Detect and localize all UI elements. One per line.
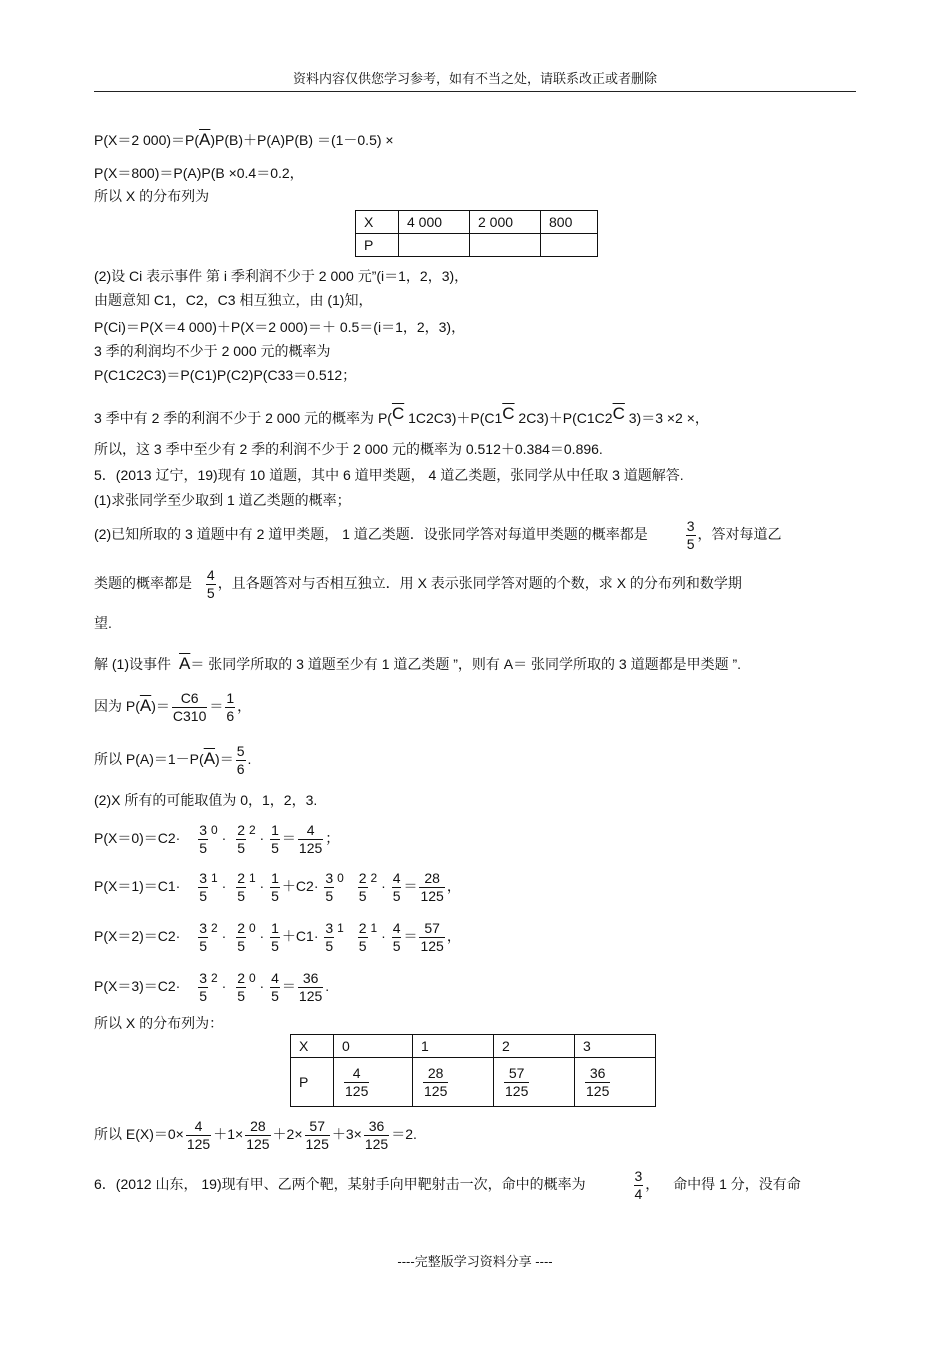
fraction-5-6 bbox=[236, 743, 246, 778]
text: ， bbox=[237, 698, 252, 715]
den: 5 bbox=[325, 888, 334, 904]
text: 2C3)＋P(C1C2 bbox=[514, 410, 613, 426]
den: 6 bbox=[226, 708, 235, 724]
table1-header-2000: 2 000 bbox=[470, 211, 541, 234]
den: 5 bbox=[199, 888, 208, 904]
num: 2 bbox=[237, 870, 245, 886]
frac bbox=[324, 870, 334, 905]
den: 5 bbox=[686, 536, 695, 552]
table1-header-800: 800 bbox=[541, 211, 598, 234]
frac bbox=[344, 1065, 369, 1100]
line-p-c1c2c3: P(C1C2C3)＝P(C1)P(C2)P(C33＝0.512； bbox=[94, 367, 357, 383]
num: 1 bbox=[271, 822, 279, 838]
problem-5-part2-cont bbox=[94, 567, 742, 602]
num: 2 bbox=[237, 920, 245, 936]
num: 57 bbox=[419, 920, 444, 938]
frac bbox=[270, 822, 280, 857]
table1-cell bbox=[399, 234, 470, 257]
num: 36 bbox=[364, 1118, 389, 1136]
frac bbox=[270, 870, 280, 905]
den: 5 bbox=[392, 938, 401, 954]
fraction-3-5 bbox=[686, 518, 696, 553]
den: 5 bbox=[271, 938, 279, 954]
text: ＋C2· bbox=[281, 878, 319, 895]
exponent: 1 bbox=[248, 871, 256, 886]
frac bbox=[392, 870, 402, 905]
frac bbox=[392, 920, 402, 955]
text: . bbox=[325, 978, 330, 995]
num: 4 bbox=[206, 567, 215, 583]
table2-header-x: X bbox=[291, 1035, 334, 1058]
line-p-x-0: P(X＝0)＝C2· $\frac{3}{5}$ 0 · $\frac{2}{5}$ 2 · $\frac{1}{5}$ ＝ $\frac{4}{125}$ ； bbox=[94, 822, 340, 856]
num: 3 bbox=[325, 870, 334, 886]
text: 类题的概率都是 bbox=[94, 575, 192, 592]
table1-cell bbox=[470, 234, 541, 257]
table2-p-label: P bbox=[291, 1058, 334, 1107]
frac bbox=[198, 822, 208, 857]
frac bbox=[186, 1118, 211, 1153]
num: 3 bbox=[199, 920, 208, 936]
c-bar: $\overline{C}$ bbox=[612, 404, 625, 423]
num: 2 bbox=[237, 822, 245, 838]
den: 5 bbox=[325, 938, 334, 954]
num: 3 bbox=[199, 970, 208, 986]
problem-6 bbox=[94, 1168, 801, 1203]
table2-cell bbox=[575, 1058, 656, 1107]
frac bbox=[236, 870, 246, 905]
text: P(X＝1)＝C1· bbox=[94, 878, 181, 895]
text: ， bbox=[446, 928, 461, 945]
text: 解 (1)设事件 bbox=[94, 656, 171, 672]
a-bar: $\overline{A}$ bbox=[203, 749, 216, 769]
line-p-abar bbox=[94, 690, 251, 725]
den: 5 bbox=[199, 938, 208, 954]
page-footer: ----完整版学习资料分享 ---- bbox=[397, 1254, 553, 1269]
fraction-4-5 bbox=[206, 567, 216, 602]
table2-header-2: 2 bbox=[494, 1035, 575, 1058]
num: 3 bbox=[634, 1168, 643, 1184]
text: )＝ bbox=[215, 751, 234, 768]
line-p-x-3: P(X＝3)＝C2· $\frac{3}{5}$ 2 · $\frac{2}{5}$ 0 · $\frac{4}{5}$ ＝ $\frac{36}{125}$ . bbox=[94, 970, 330, 1004]
den: C310 bbox=[172, 708, 207, 724]
frac bbox=[364, 1118, 389, 1153]
distribution-table-2 bbox=[290, 1034, 656, 1107]
den: 125 bbox=[298, 840, 323, 856]
num: 1 bbox=[271, 870, 279, 886]
table1-p-label: P bbox=[356, 234, 399, 257]
text: )＝ bbox=[151, 698, 170, 715]
table2-cell bbox=[334, 1058, 413, 1107]
frac bbox=[504, 1065, 529, 1100]
line-two-seasons bbox=[94, 404, 709, 428]
problem-5-part2-end: 望. bbox=[94, 615, 112, 631]
table2-cell bbox=[494, 1058, 575, 1107]
den: 5 bbox=[358, 938, 367, 954]
table2-header-0: 0 bbox=[334, 1035, 413, 1058]
den: 4 bbox=[634, 1186, 643, 1202]
line-p-x-800: P(X＝800)＝P(A)P(B ×0.4＝0.2， bbox=[94, 165, 304, 181]
text: ＝2. bbox=[391, 1126, 417, 1143]
fraction-1-6 bbox=[225, 690, 235, 725]
text: 3 季中有 2 季的利润不少于 2 000 元的概率为 P( bbox=[94, 410, 392, 426]
solution-part1 bbox=[94, 654, 741, 674]
text: 3)＝3 ×2 ×， bbox=[624, 410, 709, 426]
text: 1C2C3)＋P(C1 bbox=[404, 410, 503, 426]
text: 因为 P( bbox=[94, 698, 140, 715]
num: 1 bbox=[271, 920, 279, 936]
num: 1 bbox=[226, 690, 235, 706]
text: ＋C1· bbox=[281, 928, 319, 945]
num: 4 bbox=[298, 822, 323, 840]
den: 5 bbox=[271, 988, 279, 1004]
exponent: 1 bbox=[337, 921, 344, 936]
num: 4 bbox=[186, 1118, 211, 1136]
num: 4 bbox=[271, 970, 279, 986]
table1-header-x: X bbox=[356, 211, 399, 234]
line-independent: 由题意知 C1，C2，C3 相互独立，由 (1)知， bbox=[94, 292, 373, 308]
frac bbox=[270, 920, 280, 955]
den: 125 bbox=[364, 1136, 389, 1152]
den: 125 bbox=[298, 988, 323, 1004]
frac bbox=[358, 920, 368, 955]
exponent: 2 bbox=[211, 921, 218, 936]
text: ，答对每道乙 bbox=[697, 526, 782, 543]
num: 57 bbox=[305, 1118, 330, 1136]
den: 125 bbox=[305, 1136, 329, 1152]
table1-header-4000: 4 000 bbox=[399, 211, 470, 234]
den: 5 bbox=[206, 585, 215, 601]
page-header: 资料内容仅供您学习参考，如有不当之处，请联系改正或者删除 bbox=[292, 71, 657, 86]
text: ＋3× bbox=[331, 1126, 362, 1143]
num: 28 bbox=[419, 870, 444, 888]
num: 5 bbox=[236, 743, 245, 759]
text: ＝ bbox=[209, 698, 224, 715]
line-expectation bbox=[94, 1118, 417, 1153]
frac bbox=[298, 970, 323, 1005]
num: 3 bbox=[199, 870, 208, 886]
den: 5 bbox=[237, 988, 245, 1004]
exponent: 2 bbox=[211, 971, 218, 986]
frac bbox=[245, 1118, 270, 1153]
den: 125 bbox=[420, 938, 444, 954]
num: 3 bbox=[199, 822, 208, 838]
num: 2 bbox=[237, 970, 245, 986]
table2-cell bbox=[413, 1058, 494, 1107]
frac bbox=[419, 920, 444, 955]
num: 2 bbox=[358, 870, 367, 886]
text: ； bbox=[325, 830, 340, 847]
text: ＋1× bbox=[213, 1126, 244, 1143]
den: 5 bbox=[358, 888, 367, 904]
num: 57 bbox=[504, 1065, 529, 1083]
frac bbox=[270, 970, 280, 1005]
num: 3 bbox=[686, 518, 695, 534]
text: 6．(2012 山东， 19)现有甲、乙两个靶，某射手向甲靶射击一次，命中的概率为 bbox=[94, 1176, 586, 1193]
text: )P(B)＋P(A)P(B) ＝(1－0.5) × bbox=[210, 132, 394, 148]
table2-header-3: 3 bbox=[575, 1035, 656, 1058]
line-three-seasons: 3 季的利润均不少于 2 000 元的概率为 bbox=[94, 343, 331, 359]
den: 5 bbox=[392, 888, 401, 904]
frac bbox=[198, 920, 208, 955]
den: 6 bbox=[236, 761, 245, 777]
fraction-c6-c310 bbox=[172, 690, 207, 725]
exponent: 0 bbox=[248, 971, 256, 986]
frac bbox=[358, 870, 368, 905]
line-p-x-2000 bbox=[94, 130, 394, 150]
frac bbox=[198, 870, 208, 905]
frac bbox=[236, 822, 246, 857]
table1-cell bbox=[541, 234, 598, 257]
num: 36 bbox=[298, 970, 323, 988]
num: 2 bbox=[358, 920, 367, 936]
line-p-a bbox=[94, 743, 251, 778]
frac bbox=[324, 920, 334, 955]
line-conclusion: 所以，这 3 季中至少有 2 季的利润不少于 2 000 元的概率为 0.512＋0.384＝0.896. bbox=[94, 441, 603, 457]
exponent: 2 bbox=[248, 823, 256, 838]
den: 125 bbox=[186, 1136, 211, 1152]
text: ＝ 张同学所取的 3 道题至少有 1 道乙类题 ”，则有 A＝ 张同学所取的 3 道题都是甲类题 ”. bbox=[190, 656, 742, 672]
den: 5 bbox=[271, 840, 279, 856]
text: 所以 E(X)＝0× bbox=[94, 1126, 184, 1143]
num: 3 bbox=[325, 920, 334, 936]
text: (2)已知所取的 3 道题中有 2 道甲类题， 1 道乙类题．设张同学答对每道甲类题的概率都是 bbox=[94, 526, 648, 543]
problem-5-part2 bbox=[94, 518, 782, 553]
text: 命中得 1 分，没有命 bbox=[673, 1176, 801, 1193]
den: 125 bbox=[424, 1082, 448, 1099]
num: 4 bbox=[392, 920, 401, 936]
den: 125 bbox=[420, 888, 444, 904]
frac bbox=[419, 870, 444, 905]
den: 125 bbox=[586, 1082, 610, 1099]
exponent: 1 bbox=[370, 921, 378, 936]
text: P(X＝3)＝C2· bbox=[94, 978, 181, 995]
exponent: 0 bbox=[337, 871, 344, 886]
a-bar: $\overline{A}$ bbox=[139, 696, 152, 716]
frac bbox=[305, 1118, 330, 1153]
c-bar: $\overline{C}$ bbox=[391, 404, 405, 423]
den: 125 bbox=[345, 1082, 369, 1099]
line-x-values: (2)X 所有的可能取值为 0，1，2，3. bbox=[94, 792, 318, 808]
frac bbox=[236, 920, 246, 955]
frac bbox=[198, 970, 208, 1005]
text: ， bbox=[446, 878, 461, 895]
frac bbox=[585, 1065, 610, 1100]
text: . bbox=[247, 751, 252, 768]
distribution-table-1 bbox=[355, 210, 598, 257]
fraction-3-4 bbox=[634, 1168, 644, 1203]
line-p-x-1: P(X＝1)＝C1· $\frac{3}{5}$ 1 · $\frac{2}{5}$ 1 · $\frac{1}{5}$ ＋C2· $\frac{3}{5}$ 0 $\frac{2}{5}$ 2 · $\frac{4}{5}$ ＝ $\frac{28}{125}$ ， bbox=[94, 870, 461, 904]
text: ，且各题答对与否相互独立．用 X 表示张同学答对题的个数，求 X 的分布列和数学期 bbox=[217, 575, 742, 592]
problem-5-part1: (1)求张同学至少取到 1 道乙类题的概率； bbox=[94, 492, 351, 508]
frac bbox=[298, 822, 323, 857]
den: 125 bbox=[246, 1136, 270, 1152]
num: 28 bbox=[423, 1065, 448, 1083]
den: 5 bbox=[271, 888, 279, 904]
line-dist-intro-2: 所以 X 的分布列为： bbox=[94, 1015, 224, 1031]
line-p-ci: P(Ci)＝P(X＝4 000)＋P(X＝2 000)＝＋ 0.5＝(i＝1，2，3)， bbox=[94, 319, 466, 335]
frac bbox=[423, 1065, 448, 1100]
text: P(X＝0)＝C2· bbox=[94, 830, 181, 847]
c-bar: $\overline{C}$ bbox=[502, 404, 515, 423]
line-p-x-2: P(X＝2)＝C2· $\frac{3}{5}$ 2 · $\frac{2}{5}$ 0 · $\frac{1}{5}$ ＋C1· $\frac{3}{5}$ 1 $\frac{2}{5}$ 1 · $\frac{4}{5}$ ＝ $\frac{57}{125}$ ， bbox=[94, 920, 461, 954]
num: 4 bbox=[344, 1065, 369, 1083]
table2-header-1: 1 bbox=[413, 1035, 494, 1058]
den: 5 bbox=[199, 840, 208, 856]
header-rule bbox=[94, 91, 856, 92]
den: 5 bbox=[237, 888, 245, 904]
num: 4 bbox=[392, 870, 401, 886]
text: ＋2× bbox=[272, 1126, 303, 1143]
exponent: 0 bbox=[211, 823, 218, 838]
den: 125 bbox=[505, 1082, 529, 1099]
den: 5 bbox=[237, 938, 245, 954]
exponent: 1 bbox=[211, 871, 218, 886]
text: ， bbox=[645, 1176, 660, 1193]
line-part2: (2)设 Ci 表示事件 第 i 季利润不少于 2 000 元”(i＝1，2，3)， bbox=[94, 268, 469, 284]
a-bar: $\overline{A}$ bbox=[179, 654, 191, 673]
a-bar: $\overline{A}$ bbox=[199, 130, 211, 149]
frac bbox=[236, 970, 246, 1005]
num: C6 bbox=[172, 690, 207, 708]
den: 5 bbox=[237, 840, 245, 856]
problem-5: 5．(2013 辽宁，19)现有 10 道题，其中 6 道甲类题， 4 道乙类题，张同学从中任取 3 道题解答. bbox=[94, 467, 684, 483]
line-dist-intro: 所以 X 的分布列为 bbox=[94, 188, 210, 204]
den: 5 bbox=[199, 988, 208, 1004]
num: 36 bbox=[585, 1065, 610, 1083]
text: P(X＝2 000)＝P( bbox=[94, 132, 200, 148]
text: 所以 P(A)＝1－P( bbox=[94, 751, 204, 768]
exponent: 0 bbox=[248, 921, 256, 936]
text: P(X＝2)＝C2· bbox=[94, 928, 181, 945]
num: 28 bbox=[245, 1118, 270, 1136]
exponent: 2 bbox=[370, 871, 378, 886]
